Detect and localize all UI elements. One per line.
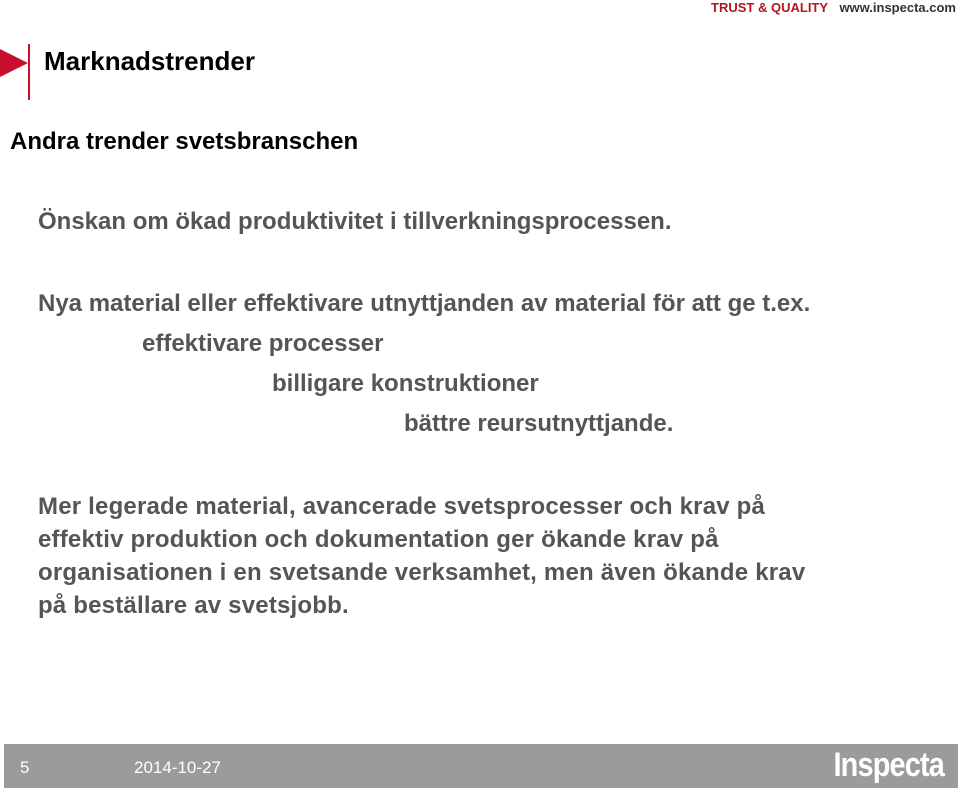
website-link[interactable]: www.inspecta.com bbox=[839, 0, 956, 15]
body-paragraph bbox=[38, 490, 938, 622]
paragraph-line: på beställare av svetsjobb. bbox=[38, 592, 349, 619]
arrow-icon bbox=[0, 49, 28, 77]
paragraph-line: organisationen i en svetsande verksamhet, men även ökande krav bbox=[38, 559, 806, 586]
slide-title: Marknadstrender bbox=[44, 46, 255, 76]
paragraph-line: Mer legerade material, avancerade svetsprocesser och krav på bbox=[38, 493, 766, 520]
slide-subtitle: Andra trender svetsbranschen bbox=[10, 128, 359, 155]
footer-date: 2014-10-27 bbox=[134, 758, 221, 777]
text-line-productivity: Önskan om ökad produktivitet i tillverkningsprocessen. bbox=[38, 208, 672, 235]
paragraph-line: effektiv produktion och dokumentation ger ökande krav på bbox=[38, 526, 719, 553]
title-divider bbox=[28, 44, 30, 100]
inspecta-logo: Inspecta bbox=[833, 746, 944, 784]
text-sub-constructions: billigare konstruktioner bbox=[272, 370, 539, 397]
text-sub-processes: effektivare processer bbox=[142, 330, 384, 357]
text-sub-resources: bättre reursutnyttjande. bbox=[404, 410, 674, 437]
footer-bar bbox=[4, 744, 958, 788]
page-number: 5 bbox=[20, 758, 30, 777]
text-line-materials: Nya material eller effektivare utnyttjanden av material för att ge t.ex. bbox=[38, 290, 811, 317]
tagline: TRUST & QUALITY bbox=[711, 0, 828, 15]
header-tagline-bar bbox=[711, 0, 956, 16]
